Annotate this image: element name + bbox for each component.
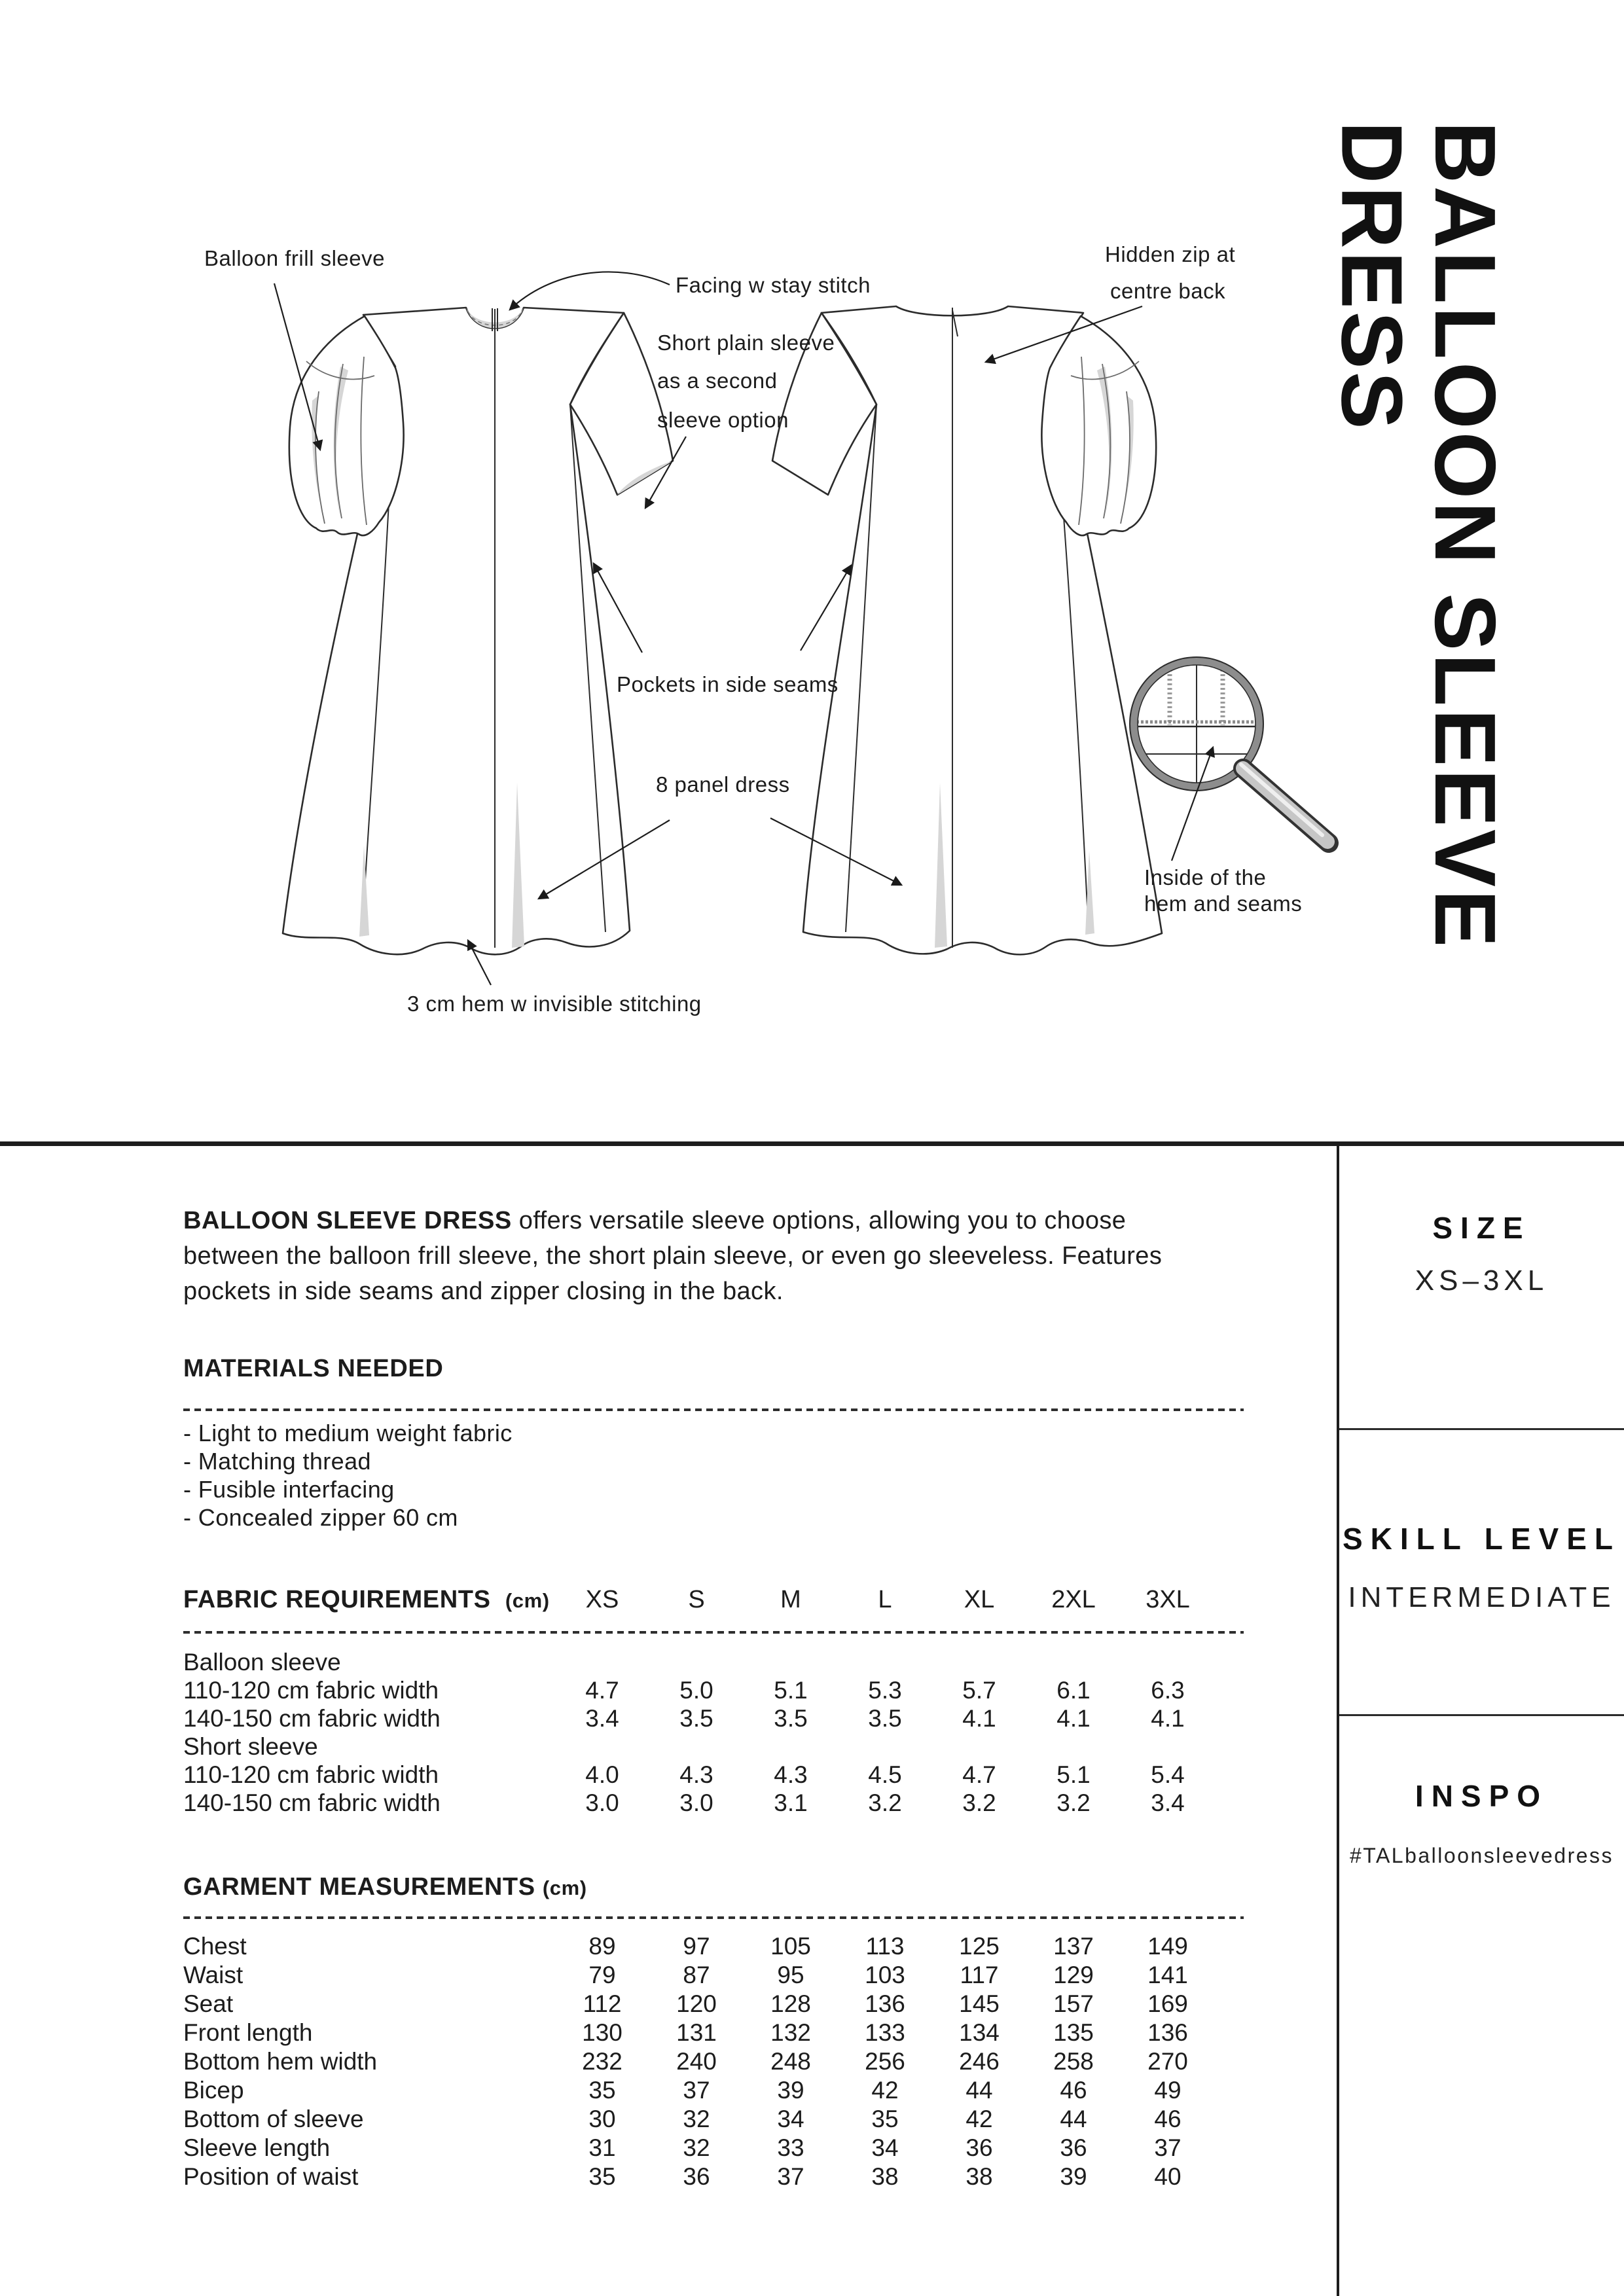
- annotation-inside-hem-1: Inside of the: [1144, 865, 1267, 889]
- table-row-label: 140-150 cm fabric width: [183, 1705, 441, 1732]
- page-title: [1325, 121, 1511, 950]
- table-cell: 35: [588, 2077, 616, 2104]
- table-row-label: Position of waist: [183, 2163, 359, 2190]
- table-cell: 120: [676, 1990, 717, 2017]
- sidebar-divider: [1337, 1146, 1339, 2296]
- table-cell: 6.1: [1056, 1677, 1091, 1704]
- garment-measurements-heading: GARMENT MEASUREMENTS (cm): [183, 1873, 587, 1901]
- table-row-label: Front length: [183, 2019, 313, 2046]
- table-cell: 36: [965, 2134, 993, 2161]
- table-row-label: Bottom hem width: [183, 2048, 378, 2075]
- table-cell: 42: [965, 2106, 993, 2132]
- annotation-panels: 8 panel dress: [656, 772, 790, 797]
- table-cell: 36: [1060, 2134, 1087, 2161]
- table-cell: 113: [865, 1933, 905, 1960]
- table-cell: 38: [965, 2163, 993, 2190]
- table-cell: 4.5: [868, 1761, 902, 1788]
- size-column-header: XS: [585, 1586, 619, 1613]
- size-value: XS–3XL: [1415, 1265, 1549, 1297]
- table-cell: 103: [865, 1962, 905, 1988]
- annotation-facing: Facing w stay stitch: [676, 273, 871, 297]
- size-column-header: L: [878, 1586, 892, 1613]
- table-cell: 32: [683, 2134, 710, 2161]
- table-cell: 34: [777, 2106, 804, 2132]
- table-cell: 258: [1053, 2048, 1094, 2075]
- skill-level-label: SKILL LEVEL: [1342, 1522, 1621, 1556]
- table-cell: 3.2: [868, 1789, 902, 1816]
- table-cell: 3.2: [962, 1789, 996, 1816]
- table-cell: 36: [683, 2163, 710, 2190]
- table-cell: 131: [676, 2019, 717, 2046]
- dashed-divider: [183, 1631, 1244, 1634]
- dashed-divider: [183, 1408, 1244, 1411]
- table-cell: 128: [770, 1990, 811, 2017]
- annotation-hidden-zip-2: centre back: [1110, 279, 1226, 303]
- page-title-line1: BALLOON SLEEVE: [1417, 121, 1513, 950]
- table-cell: 34: [871, 2134, 899, 2161]
- table-cell: 3.5: [868, 1705, 902, 1732]
- table-row-label: 110-120 cm fabric width: [183, 1677, 439, 1704]
- table-cell: 37: [1154, 2134, 1182, 2161]
- table-cell: 46: [1154, 2106, 1182, 2132]
- table-cell: 4.1: [1056, 1705, 1091, 1732]
- horizontal-divider: [0, 1141, 1624, 1146]
- table-cell: 112: [583, 1990, 622, 2017]
- inspo-label: INSPO: [1415, 1779, 1549, 1813]
- materials-heading: MATERIALS NEEDED: [183, 1355, 444, 1382]
- table-row-label: Waist: [183, 1962, 244, 1988]
- sidebar-section-divider-1: [1339, 1428, 1624, 1430]
- table-group-label: Balloon sleeve: [183, 1649, 341, 1676]
- table-cell: 134: [959, 2019, 1000, 2046]
- annotation-inside-hem-2: hem and seams: [1144, 891, 1303, 916]
- description: [183, 1203, 1244, 1309]
- materials-item: - Matching thread: [183, 1448, 371, 1475]
- technical-drawing: [0, 0, 1342, 1152]
- table-cell: 256: [865, 2048, 905, 2075]
- annotation-hidden-zip-1: Hidden zip at: [1105, 242, 1236, 266]
- annotation-pockets: Pockets in side seams: [617, 672, 839, 696]
- table-cell: 3.4: [1151, 1789, 1185, 1816]
- table-row-label: 110-120 cm fabric width: [183, 1761, 439, 1788]
- table-cell: 169: [1147, 1990, 1188, 2017]
- table-cell: 4.1: [962, 1705, 996, 1732]
- table-cell: 3.0: [679, 1789, 713, 1816]
- table-cell: 39: [777, 2077, 804, 2104]
- fabric-requirements-heading: FABRIC REQUIREMENTS (cm): [183, 1586, 550, 1613]
- table-cell: 132: [770, 2019, 811, 2046]
- materials-list: [183, 1419, 513, 1532]
- table-cell: 3.0: [585, 1789, 619, 1816]
- table-cell: 3.5: [774, 1705, 808, 1732]
- table-cell: 37: [777, 2163, 804, 2190]
- table-cell: 4.0: [585, 1761, 619, 1788]
- table-cell: 5.4: [1151, 1761, 1185, 1788]
- sidebar-section-divider-2: [1339, 1714, 1624, 1716]
- annotation-short-plain-sleeve-3: sleeve option: [657, 408, 789, 432]
- inspo-hashtag: #TALballoonsleevedress: [1349, 1844, 1614, 1867]
- table-cell: 49: [1154, 2077, 1182, 2104]
- table-cell: 35: [588, 2163, 616, 2190]
- table-cell: 3.1: [774, 1789, 808, 1816]
- table-cell: 32: [683, 2106, 710, 2132]
- table-cell: 3.4: [585, 1705, 619, 1732]
- table-row-label: 140-150 cm fabric width: [183, 1789, 441, 1816]
- table-row-label: Sleeve length: [183, 2134, 331, 2161]
- size-column-header: S: [688, 1586, 705, 1613]
- table-cell: 4.1: [1151, 1705, 1185, 1732]
- table-cell: 4.3: [679, 1761, 713, 1788]
- table-cell: 38: [871, 2163, 899, 2190]
- size-column-header: 2XL: [1051, 1586, 1096, 1613]
- materials-item: - Concealed zipper 60 cm: [183, 1504, 458, 1531]
- table-cell: 133: [865, 2019, 905, 2046]
- table-cell: 270: [1147, 2048, 1188, 2075]
- table-cell: 33: [777, 2134, 804, 2161]
- table-cell: 5.7: [962, 1677, 996, 1704]
- table-cell: 31: [588, 2134, 616, 2161]
- table-cell: 141: [1147, 1962, 1188, 1988]
- table-cell: 136: [865, 1990, 905, 2017]
- table-cell: 40: [1154, 2163, 1182, 2190]
- table-cell: 135: [1053, 2019, 1094, 2046]
- description-bold: BALLOON SLEEVE DRESS: [183, 1207, 512, 1234]
- table-cell: 3.5: [679, 1705, 713, 1732]
- dashed-divider: [183, 1916, 1244, 1919]
- annotation-short-plain-sleeve-1: Short plain sleeve: [657, 331, 835, 355]
- annotation-balloon-frill-sleeve: Balloon frill sleeve: [204, 246, 385, 270]
- size-label: SIZE: [1432, 1211, 1531, 1245]
- table-row-label: Bicep: [183, 2077, 244, 2104]
- table-cell: 246: [959, 2048, 1000, 2075]
- annotation-short-plain-sleeve-2: as a second: [657, 368, 778, 393]
- table-cell: 30: [588, 2106, 616, 2132]
- skill-level-value: INTERMEDIATE: [1348, 1581, 1615, 1613]
- fabric-requirements-header: [183, 1585, 1215, 1615]
- description-line: pockets in side seams and zipper closing in the back.: [183, 1278, 784, 1305]
- garment-measurements-table: [183, 1932, 1215, 2191]
- description-line: BALLOON SLEEVE DRESS offers versatile sleeve options, allowing you to choose: [183, 1207, 1127, 1234]
- table-cell: 240: [676, 2048, 717, 2075]
- size-column-header: M: [780, 1586, 801, 1613]
- table-row-label: Chest: [183, 1933, 247, 1960]
- table-cell: 44: [1060, 2106, 1087, 2132]
- front-dress-drawing: [283, 308, 673, 954]
- size-column-header: XL: [964, 1586, 995, 1613]
- materials-item: - Fusible interfacing: [183, 1476, 395, 1503]
- table-row-label: Bottom of sleeve: [183, 2106, 364, 2132]
- table-cell: 3.2: [1056, 1789, 1091, 1816]
- size-column-header: 3XL: [1146, 1586, 1190, 1613]
- table-cell: 44: [965, 2077, 993, 2104]
- back-dress-drawing: [772, 306, 1162, 954]
- table-cell: 79: [588, 1962, 616, 1988]
- table-cell: 248: [770, 2048, 811, 2075]
- table-cell: 5.1: [1056, 1761, 1091, 1788]
- table-cell: 105: [770, 1933, 811, 1960]
- materials-item: - Light to medium weight fabric: [183, 1420, 513, 1446]
- table-cell: 4.7: [585, 1677, 619, 1704]
- table-cell: 117: [960, 1962, 999, 1988]
- table-cell: 5.1: [774, 1677, 808, 1704]
- table-cell: 125: [959, 1933, 1000, 1960]
- table-cell: 149: [1147, 1933, 1188, 1960]
- table-cell: 95: [777, 1962, 804, 1988]
- page-title-line2: DRESS: [1324, 121, 1420, 432]
- hem-detail-magnifier: [1130, 657, 1329, 843]
- table-cell: 35: [871, 2106, 899, 2132]
- table-cell: 232: [582, 2048, 623, 2075]
- table-cell: 157: [1053, 1990, 1094, 2017]
- table-cell: 6.3: [1151, 1677, 1185, 1704]
- table-cell: 4.3: [774, 1761, 808, 1788]
- table-cell: 130: [582, 2019, 623, 2046]
- table-cell: 39: [1060, 2163, 1087, 2190]
- table-cell: 42: [871, 2077, 899, 2104]
- table-cell: 136: [1147, 2019, 1188, 2046]
- table-group-label: Short sleeve: [183, 1733, 318, 1760]
- description-line: between the balloon frill sleeve, the short plain sleeve, or even go sleeveless. Features: [183, 1242, 1163, 1270]
- annotation-hem: 3 cm hem w invisible stitching: [407, 992, 702, 1016]
- table-cell: 5.3: [868, 1677, 902, 1704]
- table-cell: 5.0: [679, 1677, 713, 1704]
- table-cell: 46: [1060, 2077, 1087, 2104]
- table-row-label: Seat: [183, 1990, 234, 2017]
- table-cell: 129: [1053, 1962, 1094, 1988]
- table-cell: 89: [588, 1933, 616, 1960]
- table-cell: 4.7: [962, 1761, 996, 1788]
- fabric-requirements-table: [183, 1648, 1215, 1817]
- table-cell: 97: [683, 1933, 710, 1960]
- table-cell: 37: [683, 2077, 710, 2104]
- table-cell: 145: [959, 1990, 1000, 2017]
- table-cell: 87: [683, 1962, 710, 1988]
- table-cell: 137: [1053, 1933, 1094, 1960]
